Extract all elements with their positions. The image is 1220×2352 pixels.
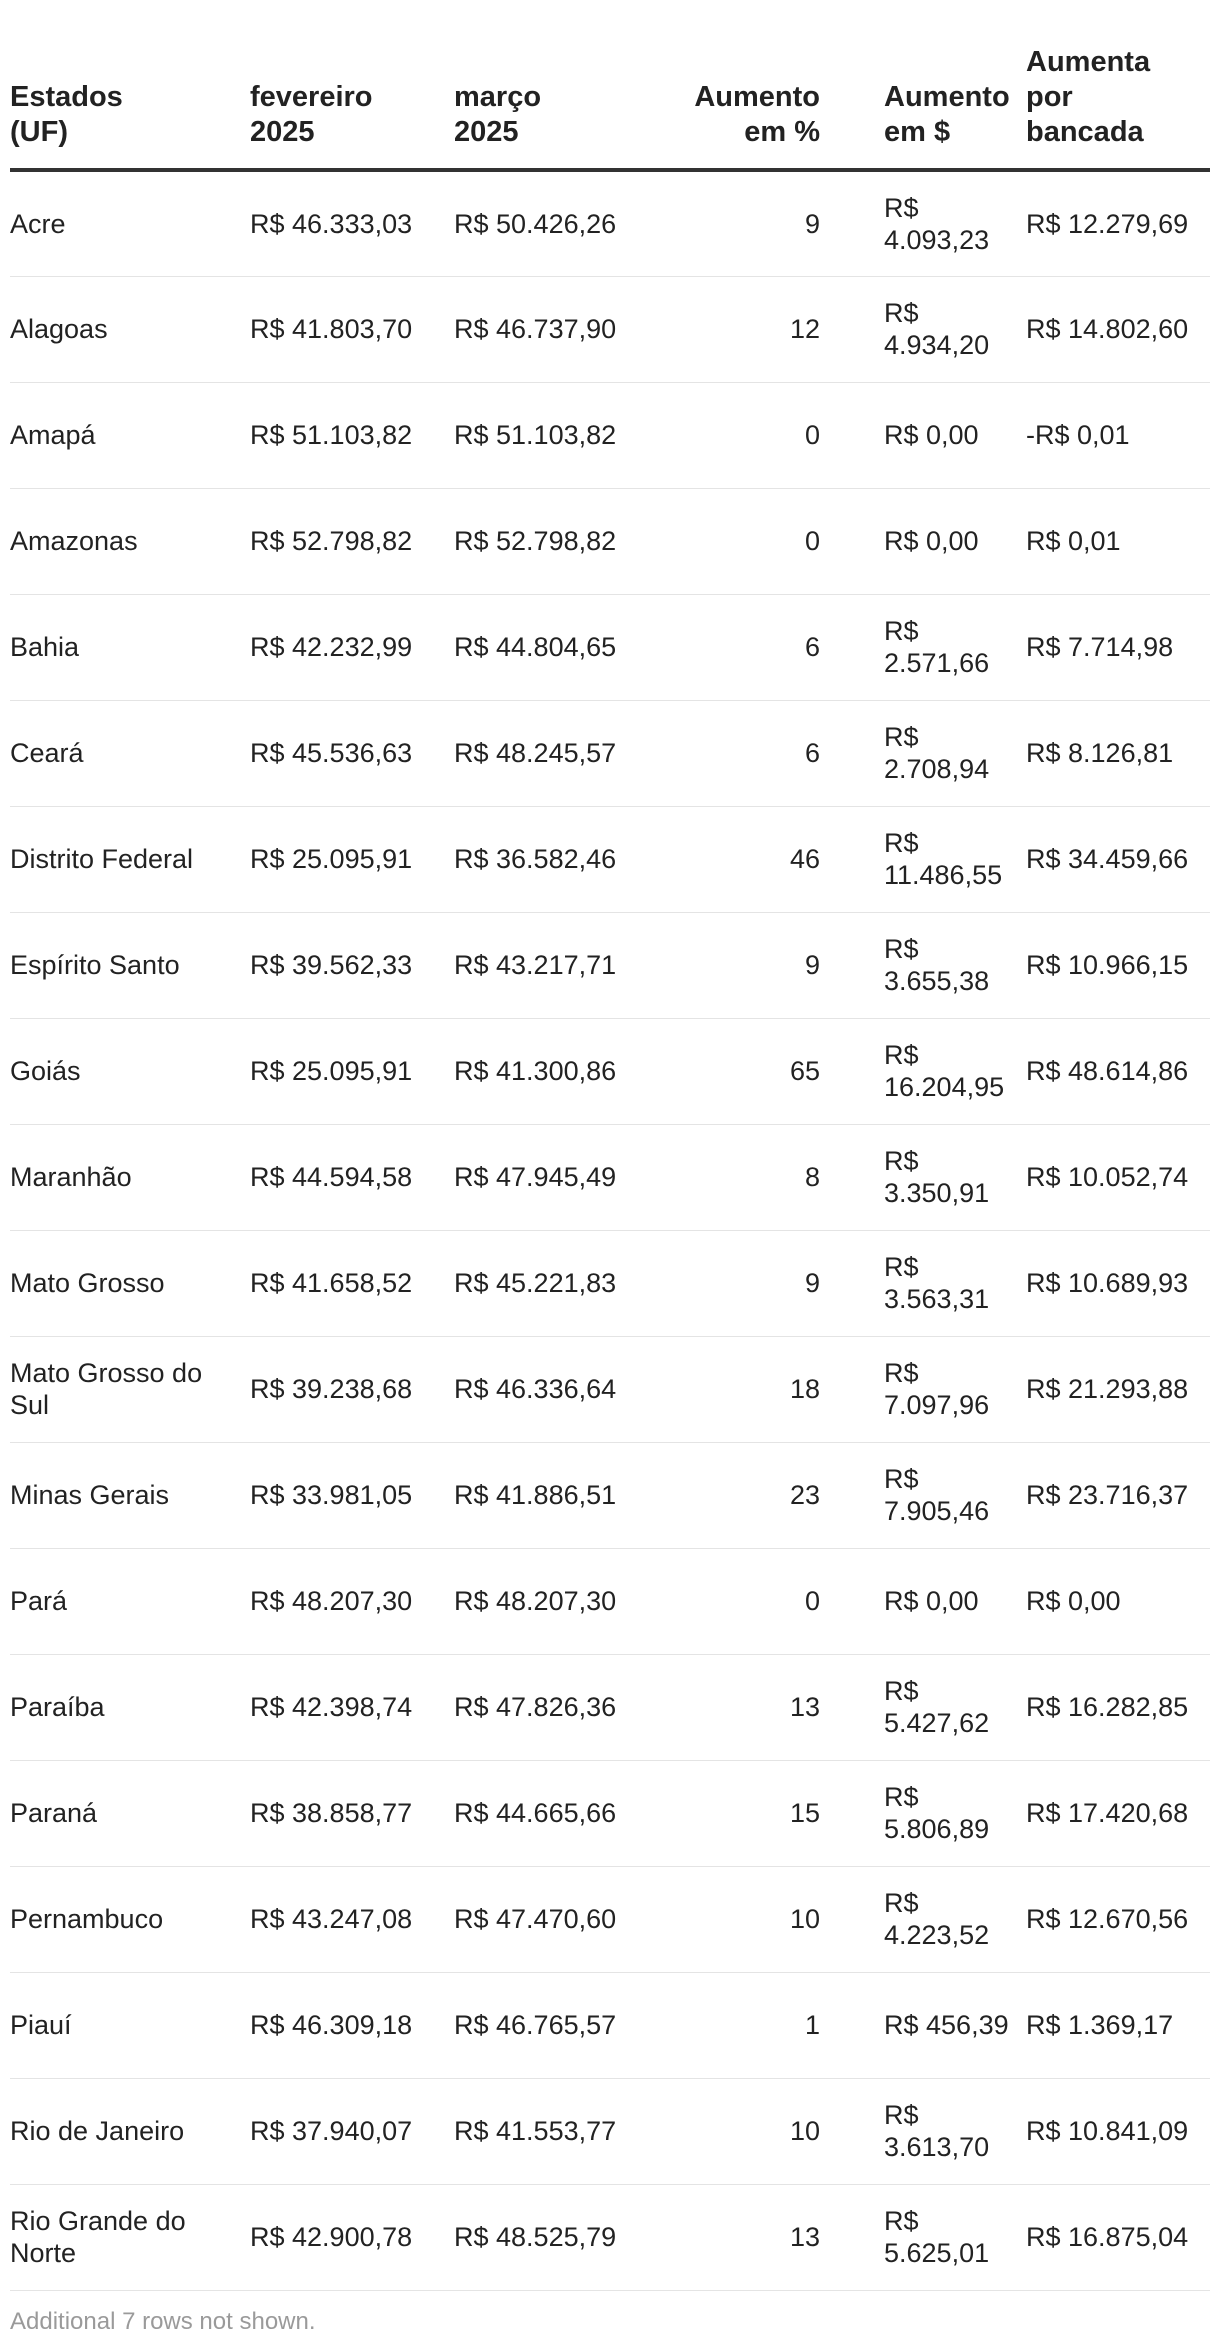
table-row <box>10 1018 1210 1124</box>
cell-fevereiro: R$ 42.398,74 <box>250 1654 454 1760</box>
table-row <box>10 700 1210 806</box>
cell-aumento-percent: 8 <box>658 1124 820 1230</box>
cell-aumento-valor: R$ 3.613,70 <box>820 2078 1026 2184</box>
column-header-fevereiro: fevereiro 2025 <box>250 0 454 170</box>
cell-fevereiro: R$ 46.309,18 <box>250 1972 454 2078</box>
cell-aumento-valor: R$ 5.427,62 <box>820 1654 1026 1760</box>
cell-aumenta-bancada: R$ 12.670,56 <box>1026 1866 1210 1972</box>
cell-aumenta-bancada: R$ 10.052,74 <box>1026 1124 1210 1230</box>
table-row <box>10 1760 1210 1866</box>
cell-estado: Espírito Santo <box>10 912 250 1018</box>
table-row <box>10 1336 1210 1442</box>
cell-aumento-valor: R$ 4.223,52 <box>820 1866 1026 1972</box>
cell-aumenta-bancada: R$ 10.841,09 <box>1026 2078 1210 2184</box>
cell-fevereiro: R$ 51.103,82 <box>250 382 454 488</box>
header-row <box>10 0 1210 170</box>
cell-aumenta-bancada: -R$ 0,01 <box>1026 382 1210 488</box>
cell-marco: R$ 41.886,51 <box>454 1442 658 1548</box>
cell-marco: R$ 46.737,90 <box>454 276 658 382</box>
cell-aumento-valor: R$ 0,00 <box>820 1548 1026 1654</box>
cell-fevereiro: R$ 25.095,91 <box>250 806 454 912</box>
cell-aumento-percent: 6 <box>658 700 820 806</box>
cell-aumenta-bancada: R$ 8.126,81 <box>1026 700 1210 806</box>
cell-aumento-valor: R$ 5.625,01 <box>820 2184 1026 2290</box>
column-header-aumenta-bancada: Aumenta por bancada <box>1026 0 1210 170</box>
cell-aumento-valor: R$ 2.708,94 <box>820 700 1026 806</box>
cell-marco: R$ 46.765,57 <box>454 1972 658 2078</box>
cell-aumento-valor: R$ 16.204,95 <box>820 1018 1026 1124</box>
cell-aumenta-bancada: R$ 0,01 <box>1026 488 1210 594</box>
cell-marco: R$ 47.826,36 <box>454 1654 658 1760</box>
table-row <box>10 1442 1210 1548</box>
table-row <box>10 170 1210 276</box>
cell-estado: Pernambuco <box>10 1866 250 1972</box>
cell-fevereiro: R$ 39.238,68 <box>250 1336 454 1442</box>
cell-aumenta-bancada: R$ 12.279,69 <box>1026 170 1210 276</box>
table-row <box>10 1548 1210 1654</box>
cell-estado: Amapá <box>10 382 250 488</box>
cell-aumento-valor: R$ 11.486,55 <box>820 806 1026 912</box>
cell-marco: R$ 52.798,82 <box>454 488 658 594</box>
cell-fevereiro: R$ 39.562,33 <box>250 912 454 1018</box>
cell-fevereiro: R$ 41.803,70 <box>250 276 454 382</box>
cell-aumenta-bancada: R$ 10.966,15 <box>1026 912 1210 1018</box>
cell-aumento-percent: 6 <box>658 594 820 700</box>
cell-estado: Paraná <box>10 1760 250 1866</box>
cell-aumenta-bancada: R$ 16.875,04 <box>1026 2184 1210 2290</box>
cell-aumento-valor: R$ 4.934,20 <box>820 276 1026 382</box>
cell-aumento-percent: 13 <box>658 1654 820 1760</box>
cell-estado: Rio Grande do Norte <box>10 2184 250 2290</box>
cell-aumento-percent: 9 <box>658 912 820 1018</box>
cell-aumento-percent: 0 <box>658 488 820 594</box>
cell-aumento-percent: 18 <box>658 1336 820 1442</box>
cell-aumenta-bancada: R$ 1.369,17 <box>1026 1972 1210 2078</box>
table-row <box>10 806 1210 912</box>
cell-aumento-percent: 13 <box>658 2184 820 2290</box>
cell-fevereiro: R$ 38.858,77 <box>250 1760 454 1866</box>
cell-aumento-percent: 9 <box>658 1230 820 1336</box>
cell-fevereiro: R$ 43.247,08 <box>250 1866 454 1972</box>
cell-aumento-percent: 0 <box>658 1548 820 1654</box>
table-row <box>10 1972 1210 2078</box>
table-row <box>10 2078 1210 2184</box>
cell-marco: R$ 47.470,60 <box>454 1866 658 1972</box>
cell-estado: Rio de Janeiro <box>10 2078 250 2184</box>
cell-aumenta-bancada: R$ 48.614,86 <box>1026 1018 1210 1124</box>
cell-aumento-percent: 10 <box>658 1866 820 1972</box>
cell-estado: Maranhão <box>10 1124 250 1230</box>
table-row <box>10 912 1210 1018</box>
cell-fevereiro: R$ 48.207,30 <box>250 1548 454 1654</box>
cell-aumento-percent: 15 <box>658 1760 820 1866</box>
cell-estado: Bahia <box>10 594 250 700</box>
column-header-marco: março 2025 <box>454 0 658 170</box>
table-row <box>10 1230 1210 1336</box>
cell-aumento-percent: 23 <box>658 1442 820 1548</box>
cell-aumento-valor: R$ 7.097,96 <box>820 1336 1026 1442</box>
table-row <box>10 1866 1210 1972</box>
column-header-estados: Estados (UF) <box>10 0 250 170</box>
cell-fevereiro: R$ 42.900,78 <box>250 2184 454 2290</box>
cell-aumenta-bancada: R$ 34.459,66 <box>1026 806 1210 912</box>
cell-estado: Mato Grosso <box>10 1230 250 1336</box>
cell-estado: Ceará <box>10 700 250 806</box>
table-body <box>10 170 1210 2290</box>
cell-estado: Paraíba <box>10 1654 250 1760</box>
cell-estado: Minas Gerais <box>10 1442 250 1548</box>
cell-fevereiro: R$ 37.940,07 <box>250 2078 454 2184</box>
cell-aumento-valor: R$ 2.571,66 <box>820 594 1026 700</box>
cell-estado: Goiás <box>10 1018 250 1124</box>
cell-marco: R$ 46.336,64 <box>454 1336 658 1442</box>
cell-estado: Alagoas <box>10 276 250 382</box>
cell-aumento-valor: R$ 0,00 <box>820 382 1026 488</box>
cell-aumento-valor: R$ 4.093,23 <box>820 170 1026 276</box>
cell-estado: Mato Grosso do Sul <box>10 1336 250 1442</box>
cell-marco: R$ 48.207,30 <box>454 1548 658 1654</box>
table-row <box>10 594 1210 700</box>
cell-fevereiro: R$ 33.981,05 <box>250 1442 454 1548</box>
cell-fevereiro: R$ 45.536,63 <box>250 700 454 806</box>
cell-marco: R$ 45.221,83 <box>454 1230 658 1336</box>
cell-fevereiro: R$ 42.232,99 <box>250 594 454 700</box>
cell-aumenta-bancada: R$ 16.282,85 <box>1026 1654 1210 1760</box>
cell-marco: R$ 48.245,57 <box>454 700 658 806</box>
table-row <box>10 382 1210 488</box>
cell-aumenta-bancada: R$ 21.293,88 <box>1026 1336 1210 1442</box>
data-table <box>10 0 1210 2291</box>
cell-fevereiro: R$ 46.333,03 <box>250 170 454 276</box>
cell-aumento-valor: R$ 456,39 <box>820 1972 1026 2078</box>
table-row <box>10 488 1210 594</box>
cell-aumento-valor: R$ 0,00 <box>820 488 1026 594</box>
cell-marco: R$ 44.804,65 <box>454 594 658 700</box>
cell-aumento-valor: R$ 3.655,38 <box>820 912 1026 1018</box>
table-row <box>10 2184 1210 2290</box>
cell-marco: R$ 50.426,26 <box>454 170 658 276</box>
cell-estado: Piauí <box>10 1972 250 2078</box>
cell-aumento-percent: 12 <box>658 276 820 382</box>
cell-aumenta-bancada: R$ 14.802,60 <box>1026 276 1210 382</box>
cell-aumento-percent: 46 <box>658 806 820 912</box>
cell-marco: R$ 44.665,66 <box>454 1760 658 1866</box>
cell-fevereiro: R$ 41.658,52 <box>250 1230 454 1336</box>
cell-fevereiro: R$ 52.798,82 <box>250 488 454 594</box>
table-header <box>10 0 1210 170</box>
column-header-aumento-percent: Aumento em % <box>658 0 820 170</box>
footer-note: Additional 7 rows not shown. <box>10 2308 316 2335</box>
cell-aumenta-bancada: R$ 7.714,98 <box>1026 594 1210 700</box>
cell-aumenta-bancada: R$ 10.689,93 <box>1026 1230 1210 1336</box>
cell-estado: Acre <box>10 170 250 276</box>
table-row <box>10 276 1210 382</box>
cell-aumento-percent: 10 <box>658 2078 820 2184</box>
cell-marco: R$ 43.217,71 <box>454 912 658 1018</box>
cell-aumento-percent: 65 <box>658 1018 820 1124</box>
cell-aumento-valor: R$ 7.905,46 <box>820 1442 1026 1548</box>
cell-aumento-valor: R$ 5.806,89 <box>820 1760 1026 1866</box>
cell-fevereiro: R$ 44.594,58 <box>250 1124 454 1230</box>
cell-marco: R$ 36.582,46 <box>454 806 658 912</box>
cell-aumento-valor: R$ 3.563,31 <box>820 1230 1026 1336</box>
cell-aumenta-bancada: R$ 23.716,37 <box>1026 1442 1210 1548</box>
cell-aumento-percent: 9 <box>658 170 820 276</box>
column-header-aumento-valor: Aumento em $ <box>820 0 1026 170</box>
table-row <box>10 1654 1210 1760</box>
cell-fevereiro: R$ 25.095,91 <box>250 1018 454 1124</box>
cell-marco: R$ 47.945,49 <box>454 1124 658 1230</box>
cell-estado: Distrito Federal <box>10 806 250 912</box>
cell-marco: R$ 48.525,79 <box>454 2184 658 2290</box>
cell-marco: R$ 41.553,77 <box>454 2078 658 2184</box>
data-table-container <box>10 0 1210 2291</box>
cell-estado: Amazonas <box>10 488 250 594</box>
cell-marco: R$ 41.300,86 <box>454 1018 658 1124</box>
cell-aumento-percent: 1 <box>658 1972 820 2078</box>
cell-aumenta-bancada: R$ 17.420,68 <box>1026 1760 1210 1866</box>
cell-aumento-valor: R$ 3.350,91 <box>820 1124 1026 1230</box>
cell-estado: Pará <box>10 1548 250 1654</box>
table-row <box>10 1124 1210 1230</box>
cell-aumento-percent: 0 <box>658 382 820 488</box>
cell-marco: R$ 51.103,82 <box>454 382 658 488</box>
cell-aumenta-bancada: R$ 0,00 <box>1026 1548 1210 1654</box>
